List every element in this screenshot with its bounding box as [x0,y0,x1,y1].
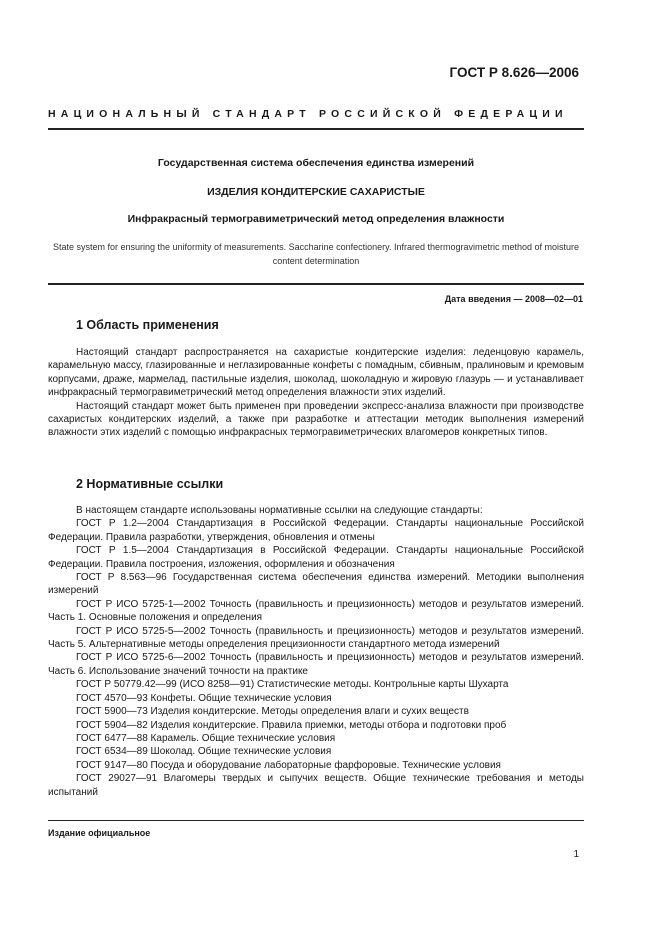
edition-note: Издание официальное [48,828,151,838]
gost-code: ГОСТ Р 8.626—2006 [449,65,579,80]
reference-item: ГОСТ 9147—80 Посуда и оборудование лабораторные фарфоровые. Технические условия [76,759,501,771]
english-title: State system for ensuring the uniformity of measurements. Saccharine confectionery. Infrared thermogravimetric method of moisture content determination [52,242,580,266]
title-rule [48,283,584,285]
reference-item: ГОСТ Р 1.2—2004 Стандартизация в Российской Федерации. Стандарты национальные Российской Федерации. Правила разработки, утверждения, обновления и отмены [48,518,584,543]
references-section [48,504,584,799]
top-rule [48,128,584,130]
reference-item: ГОСТ 6534—89 Шоколад. Общие технические условия [76,746,332,758]
introduction-date: Дата введения — 2008—02—01 [444,294,583,304]
reference-item: ГОСТ Р 1.5—2004 Стандартизация в Российской Федерации. Стандарты национальные Российской Федерации. Правила построения, изложения, оформления и обозначения [48,545,584,570]
system-title: Государственная система обеспечения единства измерений [157,157,475,169]
product-title: ИЗДЕЛИЯ КОНДИТЕРСКИЕ САХАРИСТЫЕ [207,186,425,198]
reference-item: ГОСТ 6477—88 Карамель. Общие технические условия [76,732,336,744]
reference-item: ГОСТ 5900—73 Изделия кондитерские. Методы определения влаги и сухих веществ [76,706,469,718]
reference-item: ГОСТ Р ИСО 5725-6—2002 Точность (правильность и прецизионность) методов и результатов измерений. Часть 6. Использование значений точности на практике [48,652,584,677]
scope-paragraph: Настоящий стандарт может быть применен при проведении экспресс-анализа влажности при производстве сахаристых кондитерских изделий, а также при разработке и аттестации методик выполнения измерений влажности этих изделий с помощью инфракрасных термогравиметрических влагомеров конкретных типов. [48,400,584,439]
reference-item: ГОСТ 5904—82 Изделия кондитерские. Правила приемки, методы отбора и подготовки проб [76,719,507,731]
method-title: Инфракрасный термогравиметрический метод определения влажности [127,213,505,225]
footer-rule [48,820,584,821]
references-heading: 2 Нормативные ссылки [76,477,224,491]
reference-item: ГОСТ Р ИСО 5725-5—2002 Точность (правильность и прецизионность) методов и результатов измерений. Часть 5. Альтернативные методы определения прецизионности стандартного метода измерений [48,625,584,651]
reference-item: ГОСТ Р 8.563—96 Государственная система обеспечения единства измерений. Методики выполнения измерений [48,572,584,597]
reference-item: ГОСТ 29027—91 Влагомеры твердых и сыпучих веществ. Общие технические требования и методы испытаний [48,773,584,798]
scope-section [48,346,584,440]
reference-item: ГОСТ Р ИСО 5725-1—2002 Точность (правильность и прецизионность) методов и результатов измерений. Часть 1. Основные положения и определения [48,598,584,624]
scope-heading: 1 Область применения [76,318,219,332]
references-intro: В настоящем стандарте использованы нормативные ссылки на следующие стандарты: [76,505,483,516]
reference-item: ГОСТ Р 50779.42—99 (ИСО 8258—91) Статистические методы. Контрольные карты Шухарта [76,679,509,691]
reference-item: ГОСТ 4570—93 Конфеты. Общие технические условия [76,692,332,704]
scope-paragraph: Настоящий стандарт распространяется на сахаристые кондитерские изделия: леденцовую карамель, карамельную массу, глазированные и неглазированные конфеты с помадным, сбивным, пралиновым и кремовым корпусами, драже, мармелад, пастильные изделия, шоколад, шоколадную и жировую глазурь — и устанавливает инфракрасный термогравиметрический метод определения влажности этих изделий. [48,347,584,399]
page-number: 1 [573,849,579,860]
national-standard-banner: НАЦИОНАЛЬНЫЙ СТАНДАРТ РОССИЙСКОЙ ФЕДЕРАЦИИ [48,108,568,120]
